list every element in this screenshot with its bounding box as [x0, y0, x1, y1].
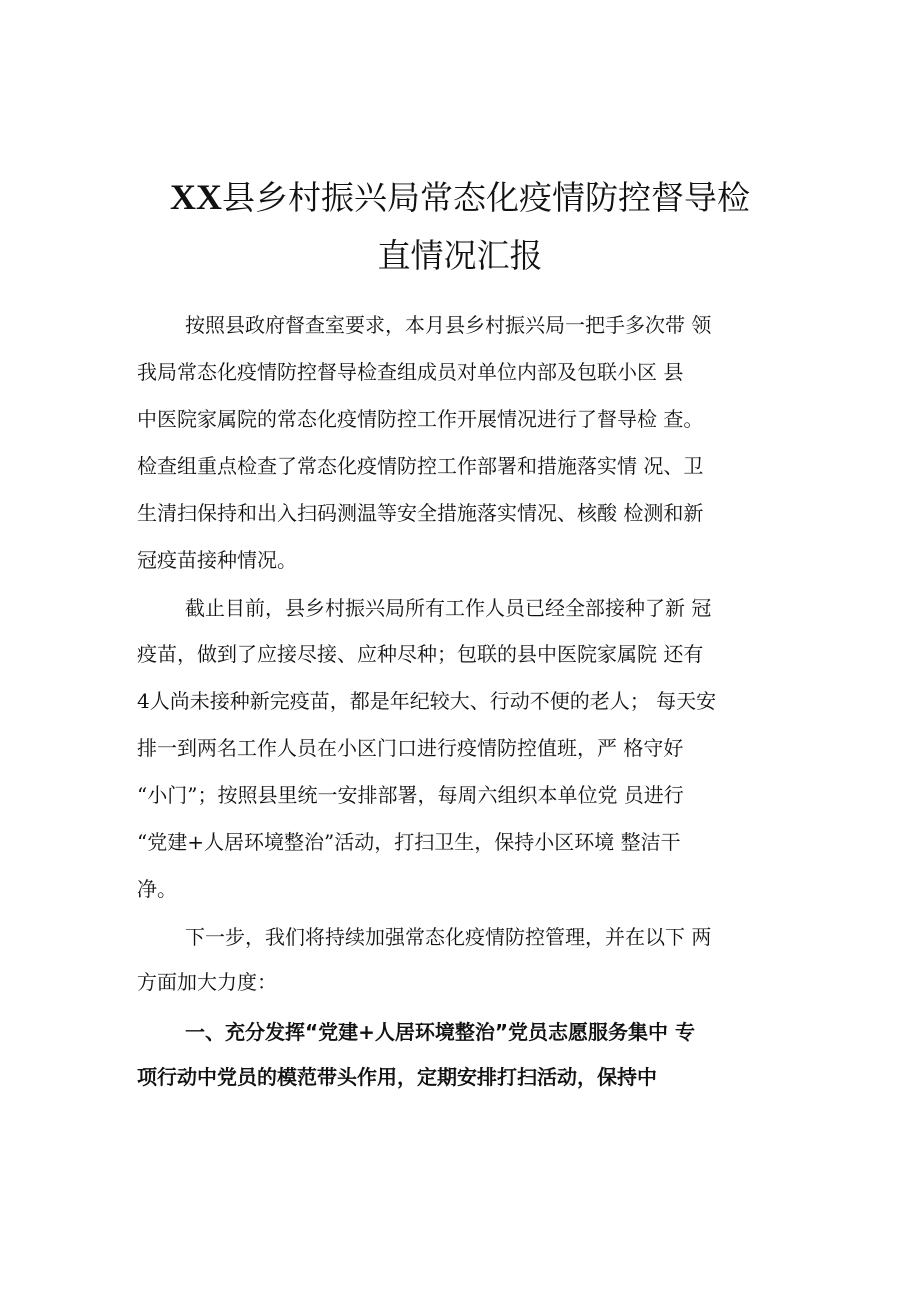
paragraph-2-line-6: “党建+人居环境整治”活动，打扫卫生，保持小区环境 整洁干 — [137, 830, 681, 854]
paragraph-2-line-3: 4人尚未接种新完疫苗，都是年纪较大、行动不便的老人； 每天安 — [137, 689, 717, 713]
paragraph-1-line-1: 按照县政府督查室要求，本月县乡村振兴局一把手多次带 领 — [185, 313, 712, 337]
paragraph-2-line-1: 截止目前，县乡村振兴局所有工作人员已经全部接种了新 冠 — [185, 596, 712, 620]
paragraph-1-line-5: 生清扫保持和出入扫码测温等安全措施落实情况、核酸 检测和新 — [137, 501, 704, 525]
paragraph-1-line-4: 检查组重点检查了常态化疫情防控工作部署和措施落实情 况、卫 — [137, 454, 704, 478]
document-title-line-2: 直情况汇报 — [377, 236, 543, 275]
title-prefix: XX — [170, 177, 222, 217]
paragraph-1-line-3: 中医院家属院的常态化疫情防控工作开展情况进行了督导检 查。 — [137, 407, 704, 431]
paragraph-2-line-4: 排一到两名工作人员在小区门口进行疫情防控值班，严 格守好 — [137, 736, 684, 760]
title-line-1-text: 县乡村振兴局常态化疫情防控督导检 — [222, 178, 750, 217]
paragraph-3-line-1: 下一步，我们将持续加强常态化疫情防控管理，并在以下 两 — [185, 925, 712, 949]
document-title-line-1 — [0, 172, 920, 219]
paragraph-2-line-7: 净。 — [137, 877, 177, 901]
paragraph-1-line-2: 我局常态化疫情防控督导检查组成员对单位内部及包联小区 县 — [137, 360, 684, 384]
paragraph-2-line-2: 疫苗，做到了应接尽接、应种尽种；包联的县中医院家属院 还有 — [137, 642, 704, 666]
paragraph-2-line-5: “小门”；按照县里统一安排部署，每周六组织本单位党 员进行 — [137, 783, 684, 807]
paragraph-3-line-2: 方面加大力度： — [137, 970, 277, 994]
paragraph-4-line-1: 一、充分发挥“党建+人居环境整治”党员志愿服务集中 专 — [185, 1020, 696, 1044]
paragraph-4-line-2: 项行动中党员的模范带头作用，定期安排打扫活动，保持中 — [137, 1065, 657, 1089]
paragraph-1-line-6: 冠疫苗接种情况。 — [137, 548, 297, 572]
